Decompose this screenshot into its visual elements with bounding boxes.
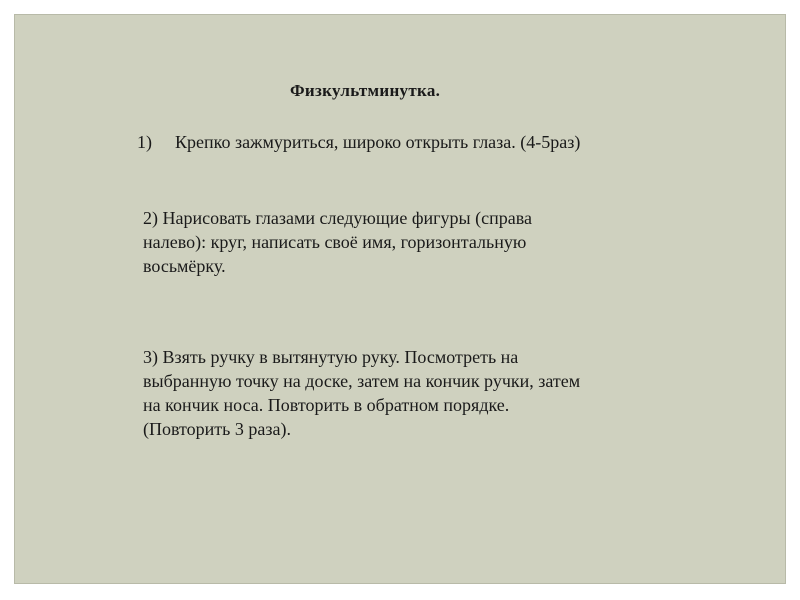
list-item-3-line: (Повторить 3 раза). <box>143 419 291 439</box>
list-item-2 <box>143 206 532 278</box>
list-item-3-line: на кончик носа. Повторить в обратном порядке. <box>143 395 510 415</box>
list-item-3-line: 3) Взять ручку в вытянутую руку. Посмотреть на <box>143 347 519 367</box>
slide <box>14 14 786 584</box>
list-item-1-number: 1) <box>137 132 152 152</box>
list-item-2-line: 2) Нарисовать глазами следующие фигуры (справа <box>143 208 532 228</box>
list-item-3 <box>143 345 580 441</box>
list-item-2-line: восьмёрку. <box>143 256 226 276</box>
list-item-1 <box>137 132 580 153</box>
list-item-2-line: налево): круг, написать своё имя, горизонтальную <box>143 232 527 252</box>
list-item-1-text: Крепко зажмуриться, широко открыть глаза. (4-5раз) <box>175 132 581 152</box>
slide-title: Физкультминутка. <box>290 81 441 100</box>
list-item-3-line: выбранную точку на доске, затем на кончик ручки, затем <box>143 371 581 391</box>
